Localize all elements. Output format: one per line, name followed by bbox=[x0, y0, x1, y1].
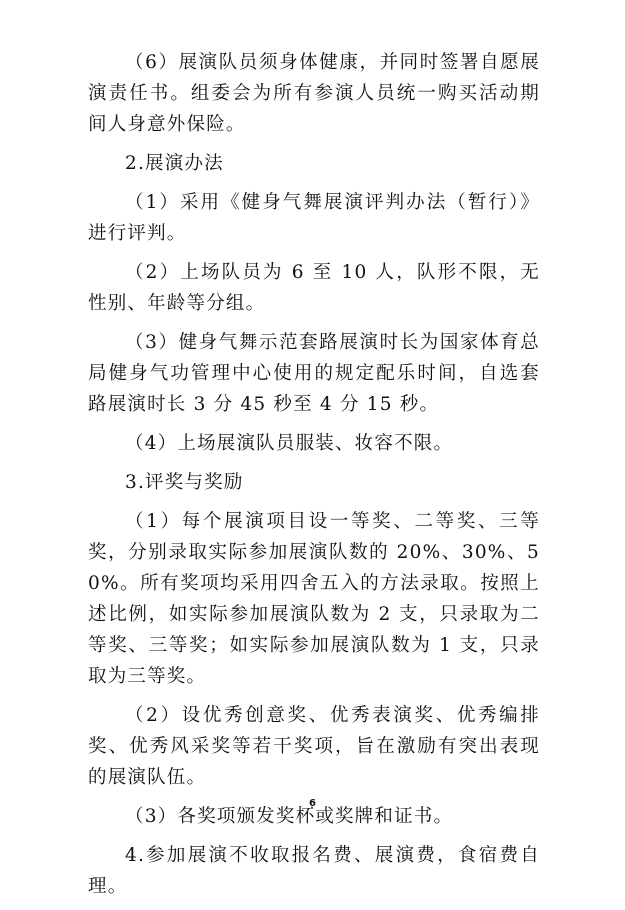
paragraph-team-size: （2）上场队员为 6 至 10 人，队形不限，无性别、年龄等分组。 bbox=[88, 262, 540, 314]
paragraph-performance-duration: （3）健身气舞示范套路展演时长为国家体育总局健身气功管理中心使用的规定配乐时间，自选套路展演时长 3 分 45 秒至 4 分 15 秒。 bbox=[88, 332, 540, 415]
document-body bbox=[88, 47, 540, 910]
paragraph-health-requirement: （6）展演队员须身体健康，并同时签署自愿展演责任书。组委会为所有参演人员统一购买活动期间人身意外保险。 bbox=[88, 52, 540, 135]
section-heading-performance-method: 2.展演办法 bbox=[125, 153, 224, 174]
section-heading-awards: 3.评奖与奖励 bbox=[125, 472, 244, 493]
paragraph-trophies: （3）各奖项颁发奖杯或奖牌和证书。 bbox=[125, 806, 454, 827]
paragraph-judging-method: （1）采用《健身气舞展演评判办法（暂行）》进行评判。 bbox=[88, 192, 540, 244]
paragraph-costume: （4）上场展演队员服装、妆容不限。 bbox=[125, 433, 454, 454]
paragraph-award-ratios: （1）每个展演项目设一等奖、二等奖、三等奖，分别录取实际参加展演队数的 20%、30%、50%。所有奖项均采用四舍五入的方法录取。按照上述比例，如实际参加展演队数为 2 支，只录取为二等奖、三等奖；如实际参加展演队数为 1 支，只录取为三等奖。 bbox=[88, 511, 540, 687]
page-number: 6 bbox=[309, 798, 316, 809]
paragraph-special-awards: （2）设优秀创意奖、优秀表演奖、优秀编排奖、优秀风采奖等若干奖项，旨在激励有突出表现的展演队伍。 bbox=[88, 705, 540, 788]
paragraph-fees: 4.参加展演不收取报名费、展演费，食宿费自理。 bbox=[88, 845, 540, 897]
